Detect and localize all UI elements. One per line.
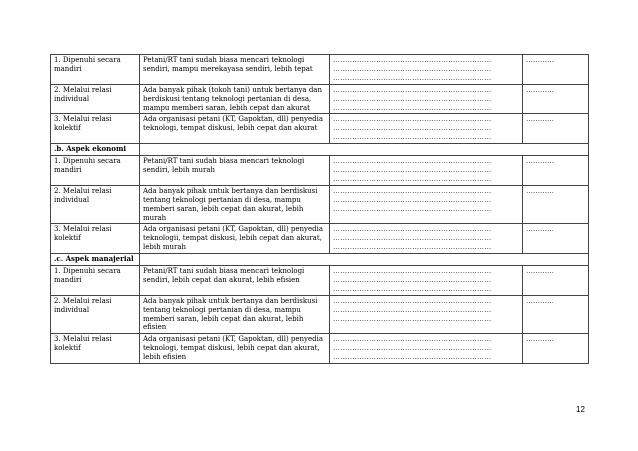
description-cell: Ada banyak pihak untuk bertanya dan berdiskusi tentang teknologi pertanian di desa, mampu memberi saran, lebih cepat dan akurat, lebih murah [140, 185, 330, 224]
dot-line: ………………………………………………………… [333, 267, 492, 276]
dot-line: ………………………………………………………… [333, 314, 492, 323]
dot-line: ………………………………………………………… [333, 124, 492, 133]
fill-in-dots-cell [330, 84, 523, 114]
assessment-table [50, 54, 589, 364]
dot-line: ………………………………………………………… [333, 284, 492, 293]
dot-line: ………………………………………………………… [333, 174, 492, 183]
fill-in-dots-cell [330, 55, 523, 85]
score-dots-cell: ………… [523, 114, 589, 144]
dot-line: ………………………………………………………… [333, 157, 492, 166]
relation-type-cell: 1. Dipenuhi secara mandiri [51, 55, 140, 85]
table-row [51, 185, 589, 224]
score-dots-cell: ………… [523, 84, 589, 114]
table-row [51, 224, 589, 254]
fill-in-dots-cell [330, 295, 523, 334]
dot-line: ………………………………………………………… [333, 133, 492, 142]
table-row [51, 295, 589, 334]
dot-line: ………………………………………………………… [333, 275, 492, 284]
table-row [51, 334, 589, 364]
dot-line: ………………………………………………………… [333, 103, 492, 112]
relation-type-cell: 2. Melalui relasi individual [51, 185, 140, 224]
score-dots-cell: ………… [523, 266, 589, 296]
score-dots-cell: ………… [523, 295, 589, 334]
fill-in-dots-cell [330, 114, 523, 144]
relation-type-cell: 1. Dipenuhi secara mandiri [51, 156, 140, 186]
dot-line: ………………………………………………………… [333, 225, 492, 234]
dot-line: ………………………………………………………… [333, 234, 492, 243]
score-dots-cell: ………… [523, 55, 589, 85]
dot-line: ………………………………………………………… [333, 296, 492, 305]
score-dots-cell: ………… [523, 185, 589, 224]
description-cell: Petani/RT tani sudah biasa mencari teknologi sendiri, mampu merekayasa sendiri, lebih tepat [140, 55, 330, 85]
score-dots-cell: ………… [523, 156, 589, 186]
fill-in-dots-cell [330, 185, 523, 224]
relation-type-cell: 1. Dipenuhi secara mandiri [51, 266, 140, 296]
fill-in-dots-cell [330, 224, 523, 254]
relation-type-cell: 2. Melalui relasi individual [51, 295, 140, 334]
dot-line: ………………………………………………………… [333, 73, 492, 82]
dot-line: ………………………………………………………… [333, 344, 492, 353]
fill-in-dots-cell [330, 156, 523, 186]
dot-line: ………………………………………………………… [333, 335, 492, 344]
fill-in-dots-cell [330, 266, 523, 296]
description-cell: Ada organisasi petani (KT, Gapoktan, dll) penyedia teknologi, tempat diskusi, lebih cepat dan akurat [140, 114, 330, 144]
dot-line: ………………………………………………………… [333, 204, 492, 213]
section-heading: .b. Aspek ekonomi [51, 144, 140, 156]
description-cell: Petani/RT tani sudah biasa mencari teknologi sendiri, lebih murah [140, 156, 330, 186]
section-row [51, 144, 589, 156]
section-row [51, 254, 589, 266]
table-row [51, 84, 589, 114]
dot-line: ………………………………………………………… [333, 243, 492, 252]
relation-type-cell: 3. Melalui relasi kolektif [51, 114, 140, 144]
relation-type-cell: 3. Melalui relasi kolektif [51, 224, 140, 254]
dot-line: ………………………………………………………… [333, 85, 492, 94]
dot-line: ………………………………………………………… [333, 305, 492, 314]
table-body [51, 55, 589, 364]
dot-line: ………………………………………………………… [333, 186, 492, 195]
dot-line: ………………………………………………………… [333, 165, 492, 174]
description-cell: Ada organisasi petani (KT, Gapoktan, dll) penyedia teknologi, tempat diskusi, lebih cepat dan akurat, lebih efisien [140, 334, 330, 364]
table-row [51, 55, 589, 85]
description-cell: Ada organisasi petani (KT, Gapoktan, dll) penyedia teknologii, tempat diskusi, lebih cepat dan akurat, lebih murah [140, 224, 330, 254]
dot-line: ………………………………………………………… [333, 94, 492, 103]
section-empty-cell [140, 254, 589, 266]
table-row [51, 156, 589, 186]
dot-line: ………………………………………………………… [333, 353, 492, 362]
dot-line: ………………………………………………………… [333, 115, 492, 124]
fill-in-dots-cell [330, 334, 523, 364]
description-cell: Ada banyak pihak (tokoh tani) untuk bertanya dan berdiskusi tentang teknologi pertanian di desa, mampu memberi saran, lebih cepat dan akurat [140, 84, 330, 114]
dot-line: ………………………………………………………… [333, 195, 492, 204]
table-row [51, 114, 589, 144]
dot-line: ………………………………………………………… [333, 64, 492, 73]
description-cell: Ada banyak pihak untuk bertanya dan berdiskusi tentang teknologi pertanian di desa, mampu memberi saran, lebih cepat dan akurat, lebih efisien [140, 295, 330, 334]
page-number: 12 [576, 405, 585, 414]
relation-type-cell: 2. Melalui relasi individual [51, 84, 140, 114]
section-empty-cell [140, 144, 589, 156]
score-dots-cell: ………… [523, 334, 589, 364]
score-dots-cell: ………… [523, 224, 589, 254]
relation-type-cell: 3. Melalui relasi kolektif [51, 334, 140, 364]
dot-line: ………………………………………………………… [333, 56, 492, 64]
section-heading: .c. Aspek manajerial [51, 254, 140, 266]
description-cell: Petani/RT tani sudah biasa mencari teknologi sendiri, lebih cepat dan akurat, lebih efisien [140, 266, 330, 296]
table-row [51, 266, 589, 296]
